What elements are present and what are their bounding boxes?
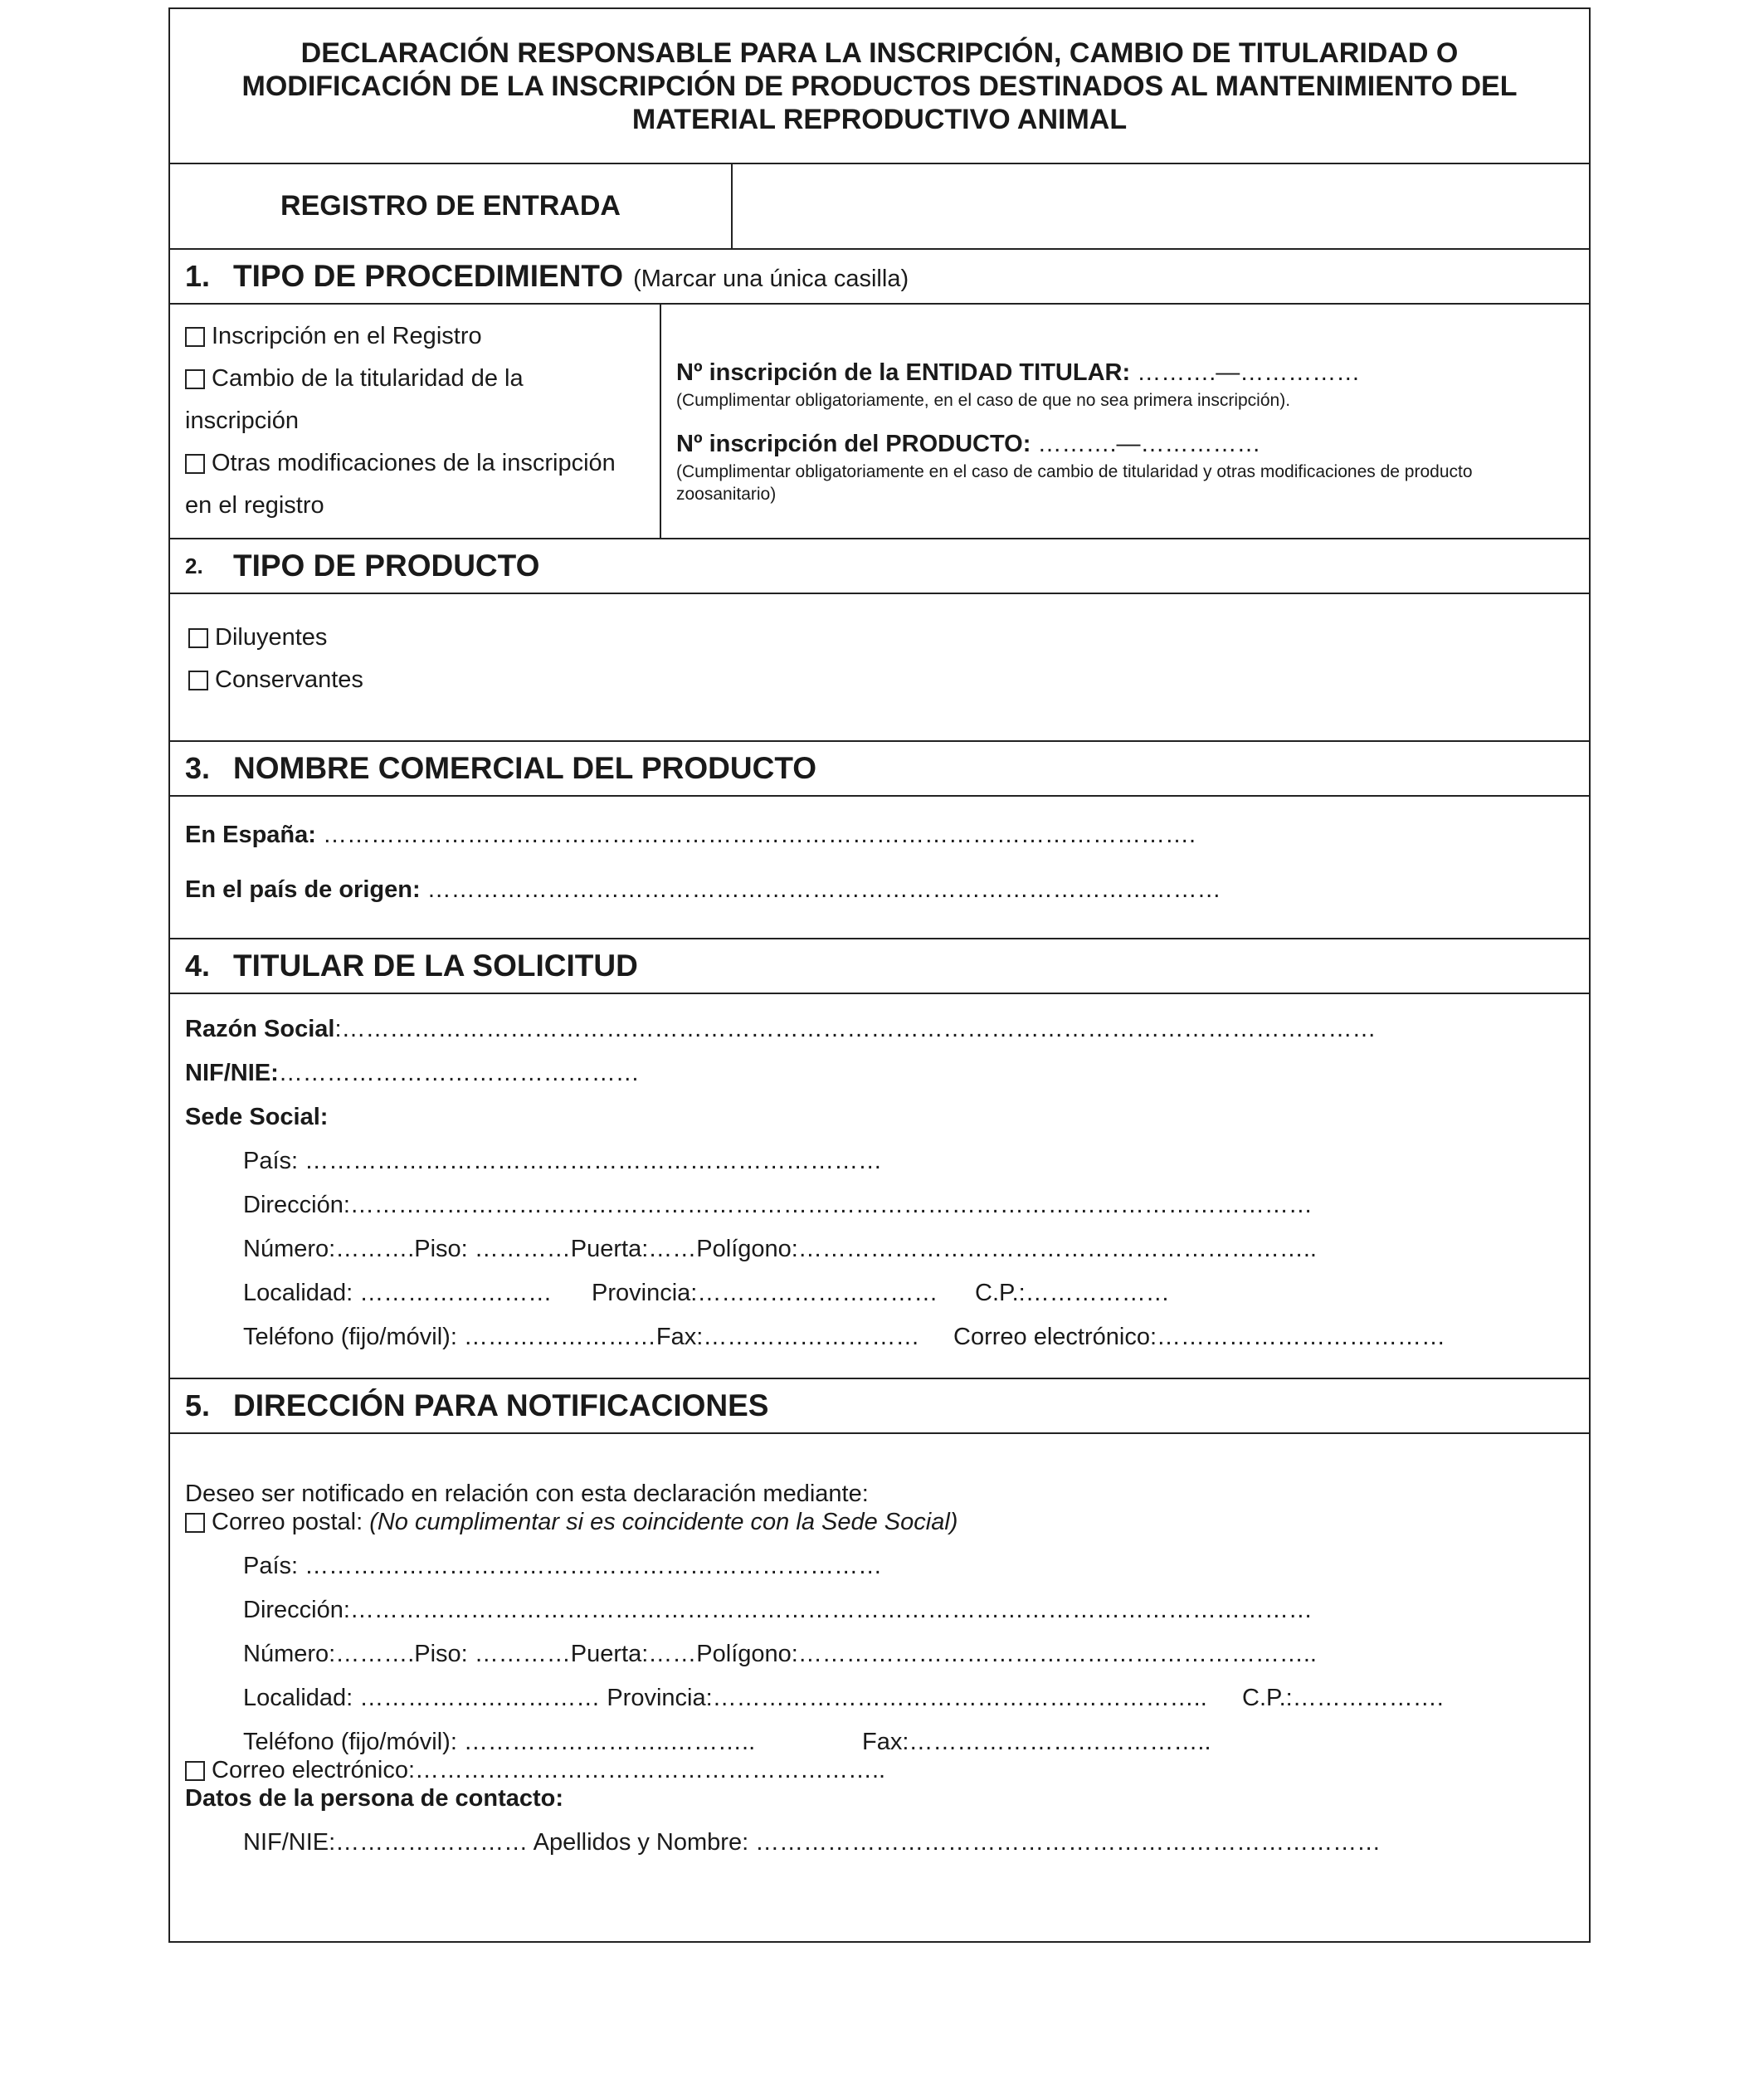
- checkbox[interactable]: [185, 1513, 205, 1533]
- option-correo-electronico[interactable]: Correo electrónico:…………………………………………………..: [185, 1757, 885, 1784]
- section-4-title: TITULAR DE LA SOLICITUD: [233, 949, 638, 983]
- producto-field[interactable]: Nº inscripción del PRODUCTO: ……….—……………: [676, 431, 1261, 457]
- notif-telefono-field[interactable]: Teléfono (fijo/móvil): ……………………..………..: [243, 1729, 756, 1755]
- option-otras-modificaciones-cont: en el registro: [185, 492, 324, 519]
- entidad-titular-field[interactable]: Nº inscripción de la ENTIDAD TITULAR: ……….—……………: [676, 359, 1361, 386]
- option-correo-postal[interactable]: Correo postal: (No cumplimentar si es coincidente con la Sede Social): [185, 1509, 958, 1536]
- option-diluyentes[interactable]: Diluyentes: [188, 624, 327, 651]
- section-5-number: 5.: [185, 1388, 211, 1422]
- sede-telefono-fax-field[interactable]: Teléfono (fijo/móvil): ……………………Fax:………………………: [243, 1324, 920, 1350]
- option-conservantes[interactable]: Conservantes: [188, 666, 363, 694]
- sede-localidad-field[interactable]: Localidad: ……………………: [243, 1280, 553, 1306]
- section-5-title: DIRECCIÓN PARA NOTIFICACIONES: [233, 1388, 769, 1422]
- notif-cp-field[interactable]: C.P.:……………….: [1242, 1685, 1444, 1711]
- checkbox[interactable]: [185, 1761, 205, 1781]
- section-2-body: [170, 594, 1589, 742]
- section-5-header: [170, 1379, 1589, 1434]
- notif-fax-field[interactable]: Fax:………………………………..: [862, 1729, 1211, 1755]
- checkbox[interactable]: [188, 671, 208, 690]
- section-1-note: (Marcar una única casilla): [633, 265, 909, 292]
- section-1-body: [170, 305, 1589, 539]
- sede-pais-field[interactable]: País: ………………………………………………………………: [243, 1148, 883, 1174]
- nif-field[interactable]: NIF/NIE:………………………………………: [185, 1060, 640, 1086]
- checkbox[interactable]: [185, 454, 205, 474]
- sede-provincia-field[interactable]: Provincia:…………………………: [592, 1280, 938, 1306]
- option-cambio-titularidad[interactable]: Cambio de la titularidad de la: [185, 365, 524, 393]
- section-1-title: TIPO DE PROCEDIMIENTO: [233, 259, 624, 293]
- registro-entrada-row: [170, 164, 1589, 250]
- razon-social-field[interactable]: Razón Social:…………………………………………………………………………………………………………………: [185, 1016, 1377, 1042]
- section-4-body: [170, 994, 1589, 1379]
- section-5-body: [170, 1434, 1589, 1941]
- sede-direccion-field[interactable]: Dirección:…………………………………………………………………………………………………………: [243, 1192, 1313, 1218]
- sede-social-label: Sede Social:: [185, 1104, 329, 1130]
- section-1-number: 1.: [185, 259, 211, 293]
- notificacion-intro: Deseo ser notificado en relación con esta declaración mediante:: [185, 1481, 869, 1507]
- sede-correo-field[interactable]: Correo electrónico:………………………………: [953, 1324, 1445, 1350]
- entidad-titular-note: (Cumplimentar obligatoriamente, en el caso de que no sea primera inscripción).: [676, 391, 1291, 410]
- section-4-number: 4.: [185, 949, 211, 983]
- checkbox[interactable]: [188, 628, 208, 648]
- section-1-header: [170, 250, 1589, 305]
- producto-note: (Cumplimentar obligatoriamente en el caso de cambio de titularidad y otras modificaciones de producto zoosanitario): [676, 462, 1473, 504]
- sede-cp-field[interactable]: C.P.:………………: [975, 1280, 1170, 1306]
- section-3-header: [170, 742, 1589, 797]
- sede-numero-field[interactable]: Número:……….Piso: …………Puerta:……Polígono:………………………………………………………..: [243, 1236, 1317, 1262]
- checkbox[interactable]: [185, 369, 205, 389]
- option-otras-modificaciones[interactable]: Otras modificaciones de la inscripción: [185, 450, 616, 477]
- notif-localidad-provincia-field[interactable]: Localidad: ………………………… Provincia:……………………………………………………..: [243, 1685, 1207, 1711]
- notif-numero-field[interactable]: Número:……….Piso: …………Puerta:……Polígono:………………………………………………………..: [243, 1641, 1317, 1667]
- section-3-body: [170, 797, 1589, 939]
- declaration-form: [168, 7, 1591, 1943]
- registro-entrada-label: REGISTRO DE ENTRADA: [170, 164, 733, 248]
- notif-direccion-field[interactable]: Dirección:…………………………………………………………………………………………………………: [243, 1597, 1313, 1623]
- notif-pais-field[interactable]: País: ………………………………………………………………: [243, 1553, 883, 1579]
- section-2-header: [170, 539, 1589, 594]
- option-cambio-titularidad-cont: inscripción: [185, 407, 299, 434]
- contacto-field[interactable]: NIF/NIE:…………………… Apellidos y Nombre: ……………………………………………………………………: [243, 1829, 1381, 1856]
- section-2-title: TIPO DE PRODUCTO: [233, 549, 540, 583]
- contacto-label: Datos de la persona de contacto:: [185, 1785, 564, 1812]
- section-3-number: 3.: [185, 751, 211, 785]
- nombre-espana-field[interactable]: En España: ……………………………………………………………………………………………….: [185, 822, 1196, 848]
- option-inscripcion[interactable]: Inscripción en el Registro: [185, 323, 482, 350]
- section-4-header: [170, 939, 1589, 994]
- section-2-number: 2.: [185, 553, 203, 578]
- form-title: DECLARACIÓN RESPONSABLE PARA LA INSCRIPCIÓN, CAMBIO DE TITULARIDAD O MODIFICACIÓN DE LA INSCRIPCIÓN DE PRODUCTOS DESTINADOS AL MANTENIMIENTO DEL MATERIAL REPRODUCTIVO ANIMAL: [170, 9, 1589, 164]
- nombre-origen-field[interactable]: En el país de origen: ………………………………………………………………………………………: [185, 876, 1221, 903]
- section-1-divider: [660, 305, 661, 538]
- checkbox[interactable]: [185, 327, 205, 347]
- section-3-title: NOMBRE COMERCIAL DEL PRODUCTO: [233, 751, 817, 785]
